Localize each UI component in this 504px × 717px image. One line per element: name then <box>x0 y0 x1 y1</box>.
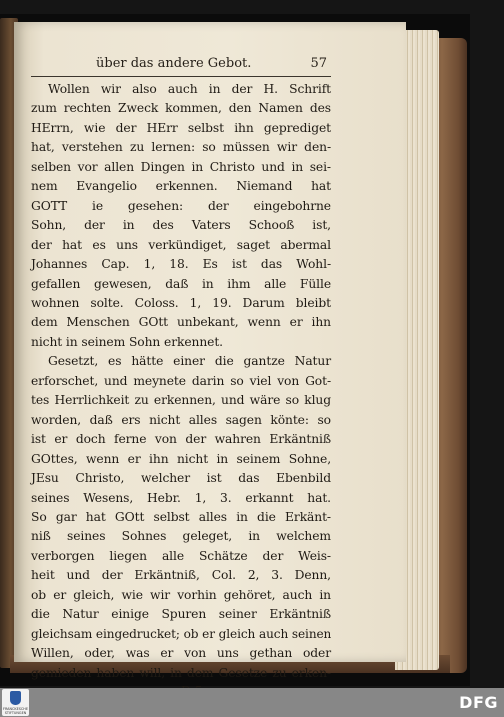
page-content <box>31 54 331 704</box>
text-line: zum rechten Zweck kommen, den Namen des <box>31 101 331 116</box>
text-line: ob er gleich, wie wir vorhin gehöret, auch in <box>31 587 331 602</box>
dfg-logo: DFG <box>459 693 498 712</box>
text-line: gefallen gewesen, daß in ihm alle Fülle <box>31 276 331 291</box>
text-line: verborgen liegen alle Schätze der Weis- <box>31 548 331 563</box>
text-line: Gesetzt, es hätte einer die gantze Natur <box>48 354 331 369</box>
page-number: 57 <box>310 56 327 71</box>
text-line: Johannes Cap. 1, 18. Es ist das Wohl- <box>31 257 331 272</box>
text-line: nicht in seinem Sohn erkennet. <box>31 334 223 349</box>
library-logo-text-2: STIFTUNGEN <box>4 711 27 715</box>
text-line: ist er doch ferne von der wahren Erkäntniß <box>31 432 331 447</box>
text-line: So gar hat GOtt selbst alles in die Erkänt- <box>31 509 331 524</box>
text-line: GOttes, wenn er ihn nicht in seinem Sohne, <box>31 451 331 466</box>
text-line: nem Evangelio erkennen. Niemand hat <box>31 179 331 194</box>
text-line: HErrn, wie der HErr selbst ihn geprediget <box>31 120 331 135</box>
text-line: erforschet, und meynete darin so viel von Got- <box>31 373 331 388</box>
text-line: Wollen wir also auch in der H. Schrift <box>48 82 331 96</box>
text-line: der hat es uns verkündiget, saget abermal <box>31 237 331 252</box>
text-line: seines Wesens, Hebr. 1, 3. erkannt hat. <box>31 490 331 505</box>
running-head <box>31 54 331 77</box>
text-line: hat, verstehen zu lernen: so müssen wir den- <box>31 140 331 155</box>
viewer-footer-bar <box>0 688 504 717</box>
text-line: tes Herrlichkeit zu erkennen, und wäre so klug <box>31 393 331 408</box>
library-logo <box>2 689 29 716</box>
text-line: Sohn, der in des Vaters Schooß ist, <box>31 218 331 233</box>
library-emblem-icon <box>10 691 21 705</box>
text-line: selben vor allen Dingen in Christo und in sei- <box>31 159 331 174</box>
text-line: worden, daß ers nicht alles sagen könte: so <box>31 412 331 427</box>
text-line: JEsu Christo, welcher ist das Ebenbild <box>31 471 331 486</box>
text-line: Willen, oder, was er von uns gethan oder <box>31 646 331 661</box>
running-title: über das andere Gebot. <box>96 56 252 71</box>
text-line: gleichsam eingedrucket; ob er gleich auch seinen <box>31 626 332 641</box>
text-line: wohnen solte. Coloss. 1, 19. Darum bleibt <box>31 295 331 310</box>
book-page <box>14 22 406 680</box>
text-line: gemieden haben will, in dem Gesetze zu erken- <box>31 665 331 680</box>
text-body <box>31 80 331 683</box>
text-line: die Natur einige Spuren seiner Erkäntniß <box>31 607 331 622</box>
text-line: niß seines Sohnes geleget, in welchem <box>31 529 331 544</box>
text-line: GOTT ie gesehen: der eingebohrne <box>31 198 331 213</box>
text-line: dem Menschen GOtt unbekant, wenn er ihn <box>31 315 331 330</box>
library-logo-text-1: FRANCKESCHE <box>3 707 28 711</box>
text-line: heit und der Erkäntniß, Col. 2, 3. Denn, <box>31 568 331 583</box>
